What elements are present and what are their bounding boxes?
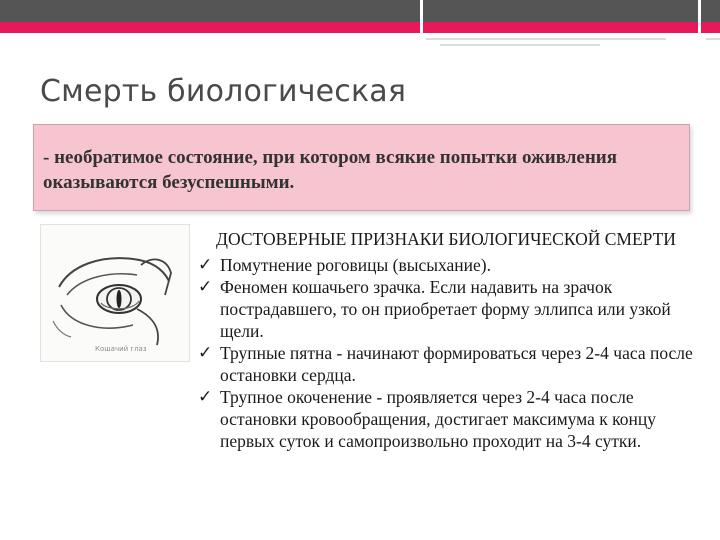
slide-title: Смерть биологическая [40,74,407,109]
list-item [198,386,698,452]
signs-section [198,228,698,452]
top-dark-bar [0,0,720,22]
checkmark-icon: ✓ [198,387,213,407]
definition-box [33,124,690,211]
signs-list [198,254,698,452]
checkmark-icon: ✓ [198,343,213,363]
list-item-text: Трупные пятна - начинают формироваться через 2-4 часа после остановки сердца. [220,343,693,385]
cat-eye-image [40,224,190,362]
decor-line [426,38,666,40]
list-item [198,342,698,386]
list-item-text: Помутнение роговицы (высыхание). [220,255,492,275]
top-bar-divider [698,0,701,33]
definition-text: - необратимое состояние, при котором всякие попытки оживления оказываются безуспешными. [43,147,618,193]
checkmark-icon: ✓ [198,277,213,297]
decor-line [706,38,720,40]
top-accent-bar [0,22,720,33]
list-item-text: Феномен кошачьего зрачка. Если надавить на зрачок пострадавшего, то он приобретает форму эллипса или узкой щели. [220,277,671,341]
decor-line [440,44,600,46]
eye-illustration [41,225,189,361]
list-item [198,254,698,276]
signs-heading: ДОСТОВЕРНЫЕ ПРИЗНАКИ БИОЛОГИЧЕСКОЙ СМЕРТИ [216,229,676,249]
list-item-text: Трупное окоченение - проявляется через 2-4 часа после остановки кровообращения, достигает максимума к концу первых суток и самопроизвольно проходит на 3-4 сутки. [220,387,656,451]
checkmark-icon: ✓ [198,255,213,275]
top-bar-divider [420,0,423,33]
list-item [198,276,698,342]
image-caption: Кошачий глаз [95,345,147,353]
